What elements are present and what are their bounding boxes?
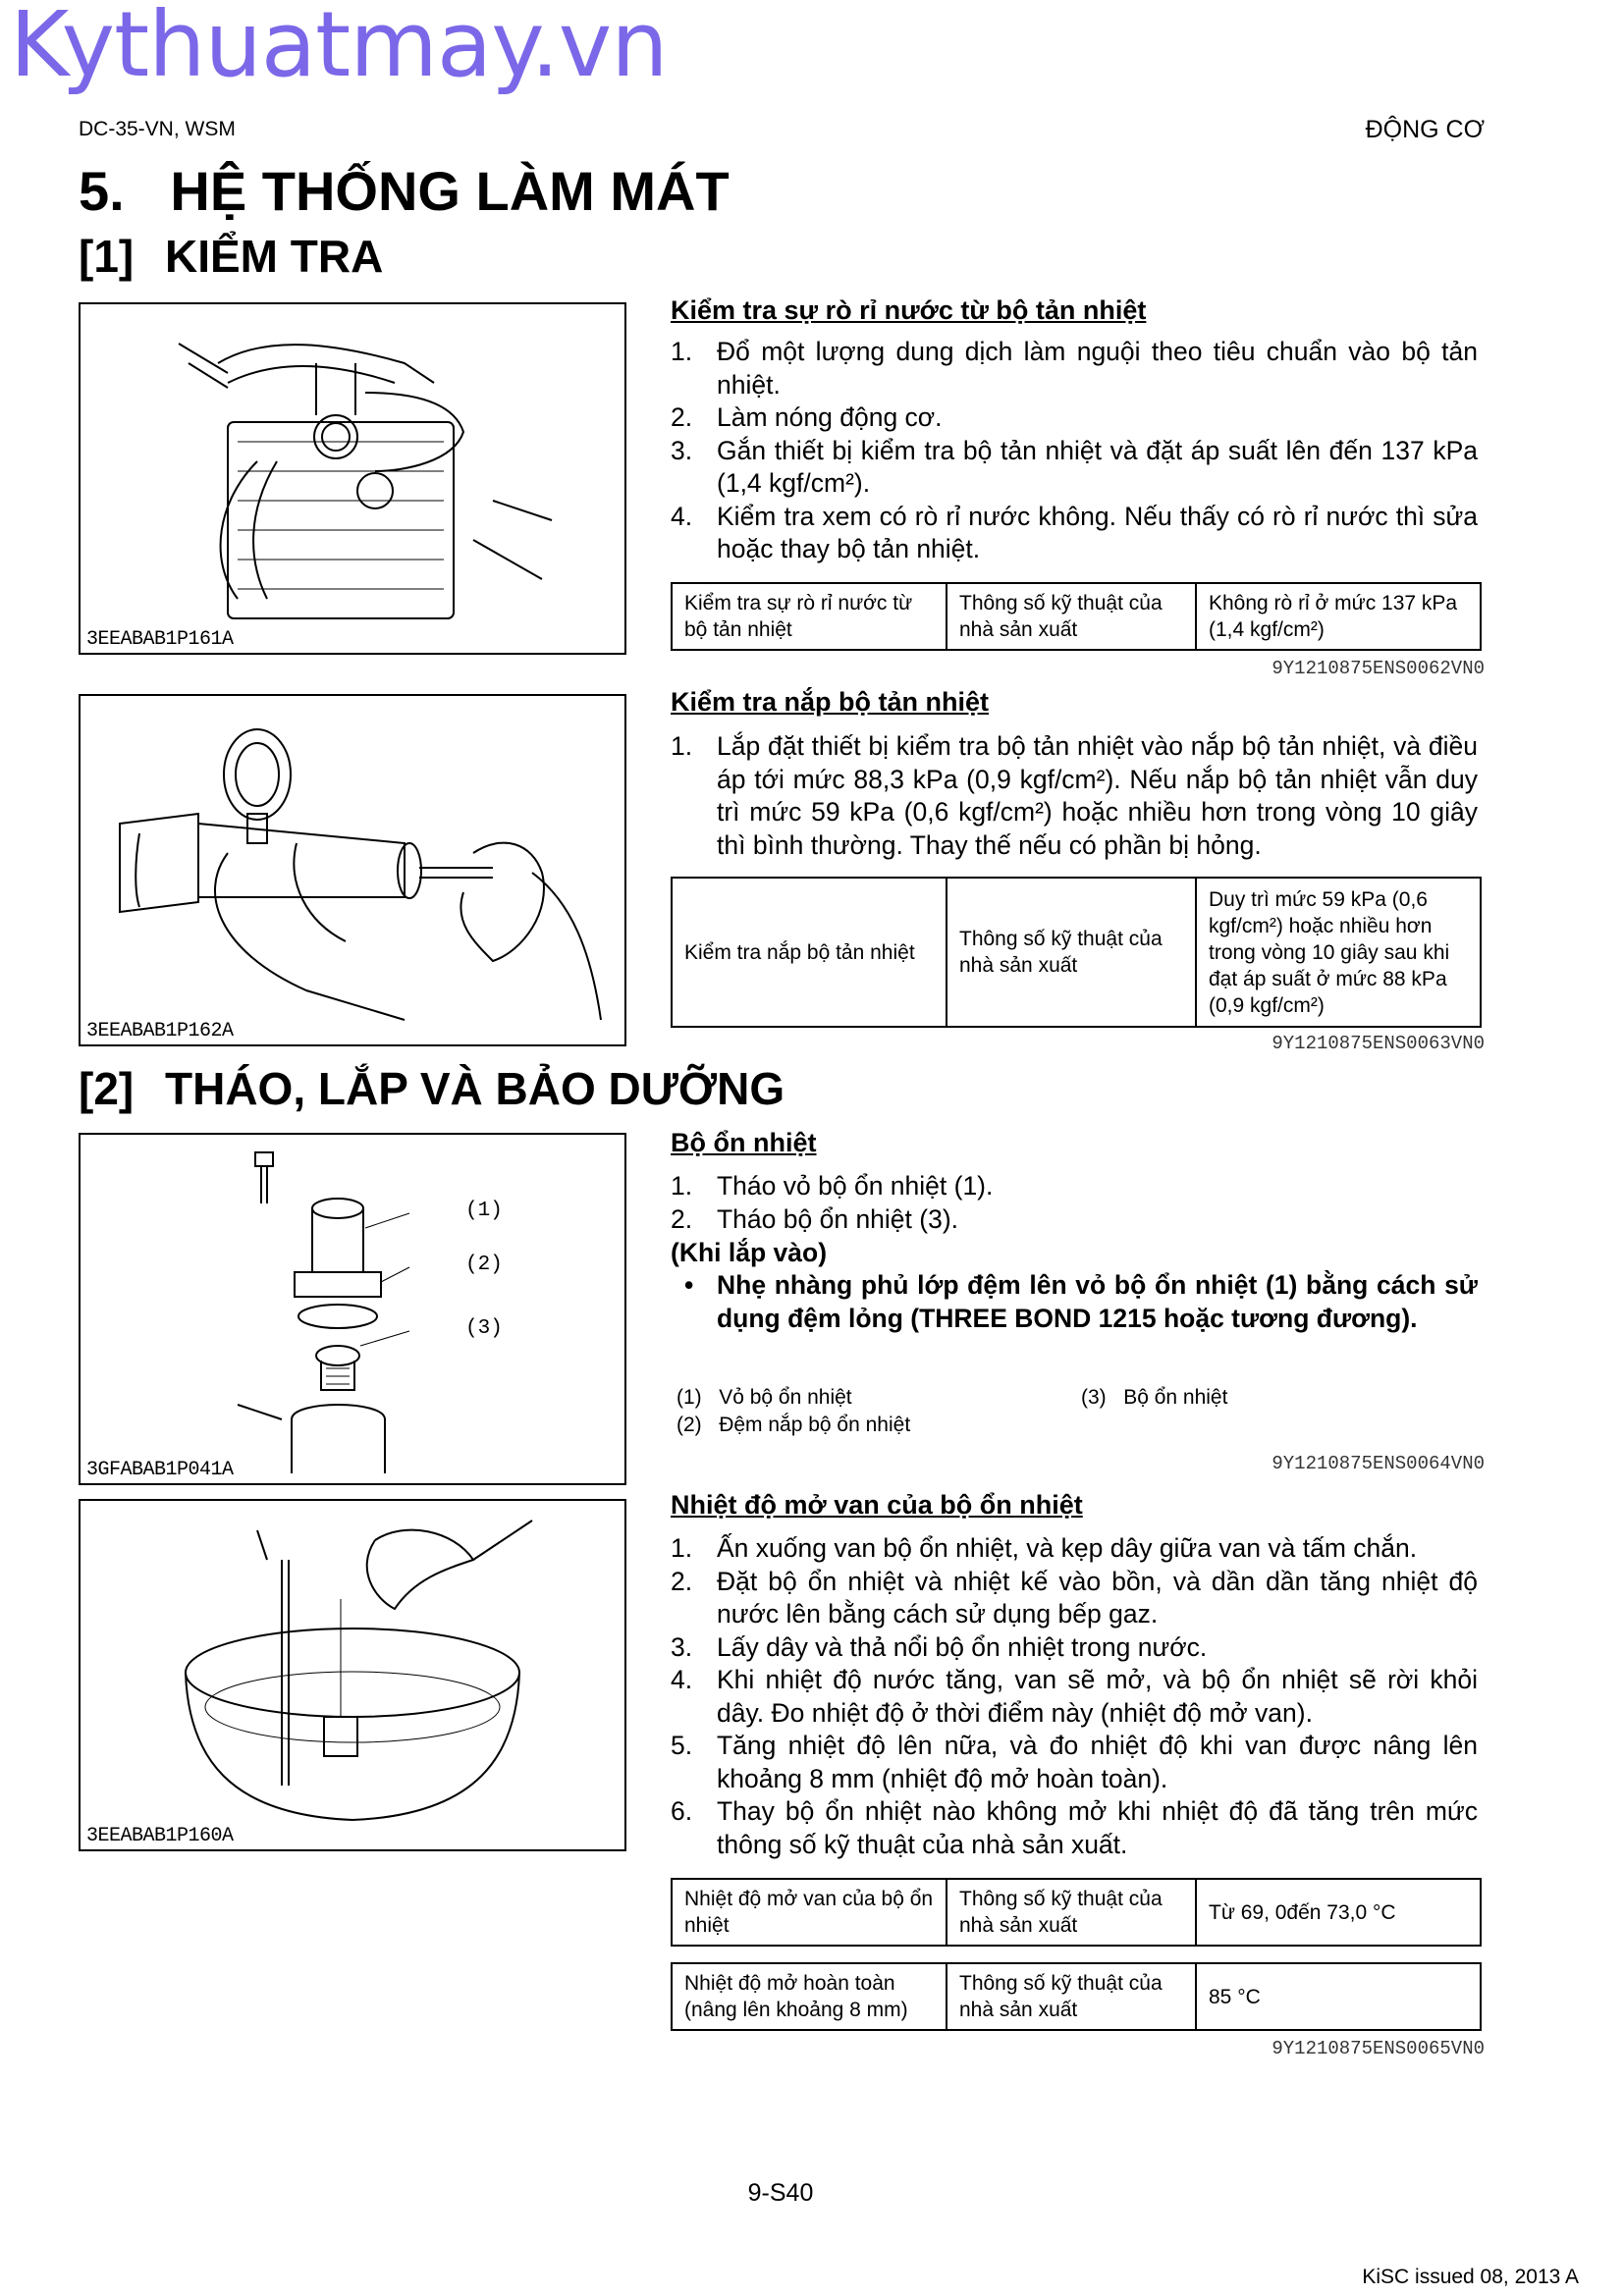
table-row	[672, 878, 1481, 1027]
spec-item: Nhiệt độ mở hoàn toàn (nâng lên khoảng 8 mm)	[672, 1963, 947, 2030]
spec-factory-label: Thông số kỹ thuật của nhà sản xuất	[947, 878, 1196, 1027]
list-item: 1. Tháo vỏ bộ ổn nhiệt (1).	[671, 1171, 994, 1201]
spec-value: Duy trì mức 59 kPa (0,6 kgf/cm²) hoặc nhiều hơn trong vòng 10 giây sau khi đạt áp suất ở mức 88 kPa (0,9 kgf/cm²)	[1196, 878, 1481, 1027]
list-item: 1. Đổ một lượng dung dịch làm nguội theo tiêu chuẩn vào bộ tản nhiệt.	[671, 337, 1478, 400]
radiator-tester-illustration	[81, 304, 624, 653]
install-label: (Khi lắp vào)	[671, 1238, 828, 1267]
list-item: 2. Làm nóng động cơ.	[671, 402, 943, 432]
spec-value: Không rò rỉ ở mức 137 kPa (1,4 kgf/cm²)	[1196, 583, 1481, 650]
reference-code: 9Y1210875ENS0063VN0	[1271, 1033, 1485, 1054]
watermark-logo: Kythuatmay.vn	[10, 0, 668, 97]
list-item: 3. Gắn thiết bị kiểm tra bộ tản nhiệt và đặt áp suất lên đến 137 kPa (1,4 kgf/cm²).	[671, 435, 1478, 498]
cap-tester-illustration	[81, 696, 624, 1044]
spec-item: Nhiệt độ mở van của bộ ổn nhiệt	[672, 1879, 947, 1946]
thermostat-exploded-illustration	[81, 1135, 624, 1483]
figure-thermostat-test	[79, 1499, 626, 1851]
valve-temp-title: Nhiệt độ mở van của bộ ổn nhiệt	[671, 1490, 1083, 1520]
figure-caption: 3EEABAB1P160A	[86, 1825, 234, 1847]
thermostat-test-illustration	[81, 1501, 624, 1849]
section-number: [1]	[79, 231, 135, 282]
figure-caption: 3EEABAB1P162A	[86, 1020, 234, 1042]
radiator-leak-steps	[671, 336, 1478, 566]
thermostat-title: Bộ ổn nhiệt	[671, 1128, 817, 1157]
spec-factory-label: Thông số kỹ thuật của nhà sản xuất	[947, 1879, 1196, 1946]
figure-cap-tester	[79, 694, 626, 1046]
reference-code: 9Y1210875ENS0065VN0	[1271, 2038, 1485, 2059]
callout-2: (2)	[465, 1254, 503, 1276]
legend-item-2: (2) Đệm nắp bộ ổn nhiệt	[676, 1414, 911, 1436]
list-item: 4. Kiểm tra xem có rò rỉ nước không. Nếu thấy có rò rỉ nước thì sửa hoặc thay bộ tản nhiệt.	[671, 501, 1478, 563]
list-item: 5. Tăng nhiệt độ lên nữa, và đo nhiệt độ khi van được nâng lên khoảng 8 mm (nhiệt độ mở hoàn toàn).	[671, 1731, 1478, 1793]
radiator-cap-title: Kiểm tra nắp bộ tản nhiệt	[671, 687, 990, 717]
section-number: [2]	[79, 1063, 135, 1114]
page-number: 9-S40	[747, 2179, 814, 2207]
valve-temp-steps	[671, 1532, 1478, 1861]
section-title: KIỂM TRA	[165, 231, 384, 282]
reference-code: 9Y1210875ENS0062VN0	[1271, 658, 1485, 679]
list-item: 2. Đặt bộ ổn nhiệt và nhiệt kế vào bồn, và dần dần tăng nhiệt độ nước lên bằng cách sử dụng bếp gaz.	[671, 1566, 1478, 1629]
thermostat-steps	[671, 1170, 1478, 1236]
spec-value: 85 °C	[1196, 1963, 1481, 2030]
figure-thermostat-exploded	[79, 1133, 626, 1485]
list-item: 4. Khi nhiệt độ nước tăng, van sẽ mở, và bộ ổn nhiệt sẽ rời khỏi dây. Đo nhiệt độ ở thời điểm này (nhiệt độ mở van).	[671, 1665, 1478, 1728]
list-item: 1. Ấn xuống van bộ ổn nhiệt, và kẹp dây giữa van và tấm chắn.	[671, 1533, 1418, 1563]
list-item: 3. Lấy dây và thả nổi bộ ổn nhiệt trong nước.	[671, 1631, 1208, 1662]
spec-factory-label: Thông số kỹ thuật của nhà sản xuất	[947, 1963, 1196, 2030]
figure-caption: 3GFABAB1P041A	[86, 1459, 234, 1481]
spec-item: Kiểm tra nắp bộ tản nhiệt	[672, 878, 947, 1027]
legend-item-1: (1) Vỏ bộ ổn nhiệt	[676, 1386, 852, 1409]
spec-table-full-open	[671, 1962, 1482, 2031]
spec-item: Kiểm tra sự rò rỉ nước từ bộ tản nhiệt	[672, 583, 947, 650]
table-row	[672, 583, 1481, 650]
list-item: 6. Thay bộ ổn nhiệt nào không mở khi nhiệt độ đã tăng trên mức thông số kỹ thuật của nhà sản xuất.	[671, 1796, 1478, 1859]
section-title: THÁO, LẮP VÀ BẢO DƯỠNG	[165, 1063, 785, 1114]
radiator-leak-title: Kiểm tra sự rò rỉ nước từ bộ tản nhiệt	[671, 295, 1147, 325]
spec-table-radiator-cap	[671, 877, 1482, 1028]
legend-item-3: (3) Bộ ổn nhiệt	[1081, 1386, 1228, 1409]
figure-radiator-tester	[79, 302, 626, 655]
spec-table-valve-open	[671, 1878, 1482, 1947]
list-item: 2. Tháo bộ ổn nhiệt (3).	[671, 1203, 959, 1234]
issue-note: KiSC issued 08, 2013 A	[1362, 2266, 1579, 2288]
reference-code: 9Y1210875ENS0064VN0	[1271, 1453, 1485, 1474]
section-heading-2	[79, 1062, 784, 1115]
section-heading-1	[79, 230, 383, 283]
chapter-title: 5. HỆ THỐNG LÀM MÁT	[79, 160, 730, 222]
spec-table-radiator-leak	[671, 582, 1482, 651]
list-item: • Nhẹ nhàng phủ lớp đệm lên vỏ bộ ổn nhiệt (1) bằng cách sử dụng đệm lỏng (THREE BOND 1215 hoặc tương đương).	[684, 1270, 1478, 1333]
list-item: 1. Lắp đặt thiết bị kiểm tra bộ tản nhiệt vào nắp bộ tản nhiệt, và điều áp tới mức 88,3 kPa (0,9 kgf/cm²). Nếu nắp bộ tản nhiệt vẫn duy trì mức 59 kPa (0,6 kgf/cm²) hoặc nhiều hơn trong vòng 10 giây thì bình thường. Thay thế nếu có phần bị hỏng.	[671, 731, 1478, 860]
spec-factory-label: Thông số kỹ thuật của nhà sản xuất	[947, 583, 1196, 650]
table-row	[672, 1879, 1481, 1946]
table-row	[672, 1963, 1481, 2030]
callout-1: (1)	[465, 1200, 503, 1222]
radiator-cap-steps	[671, 730, 1478, 862]
header-doc-code: DC-35-VN, WSM	[79, 118, 236, 140]
header-chapter: ĐỘNG CƠ	[1365, 116, 1485, 143]
install-notes	[671, 1269, 1478, 1335]
spec-value: Từ 69, 0đến 73,0 °C	[1196, 1879, 1481, 1946]
figure-caption: 3EEABAB1P161A	[86, 628, 234, 651]
callout-3: (3)	[465, 1317, 503, 1340]
